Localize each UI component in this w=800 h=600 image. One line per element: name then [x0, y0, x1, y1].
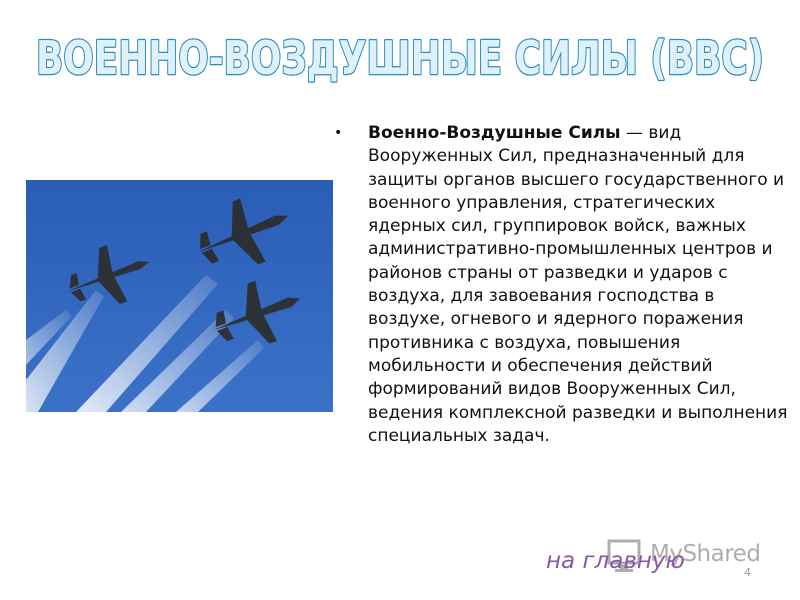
- body-text: [334, 122, 794, 448]
- bullet-icon: •: [334, 125, 343, 141]
- page-number: 4: [744, 566, 751, 579]
- definition-term: Военно-Воздушные Силы: [368, 123, 621, 143]
- title-graphic: [0, 22, 800, 92]
- slide-title: [0, 22, 800, 92]
- definition-paragraph: [368, 122, 794, 448]
- jets-photo: [26, 180, 333, 412]
- home-link[interactable]: на главную: [546, 548, 685, 574]
- slide-title-text: ВОЕННО-ВОЗДУШНЫЕ СИЛЫ (ВВС): [36, 31, 764, 85]
- definition-text: — вид Вооруженных Сил, предназначенный для защиты органов высшего государственного и военного управления, стратегических ядерных сил, группировок войск, важных административно-промышленных центров и районов страны от разведки и ударов с воздуха, для завоевания господства в воздухе, огневого и ядерного поражения противника с воздуха, повышения мобильности и обеспечения действий формирований видов Вооруженных Сил, ведения комплексной разведки и выполнения специальных задач.: [368, 123, 788, 446]
- jets-image: [26, 180, 333, 412]
- watermark-text: MyShared: [650, 541, 761, 567]
